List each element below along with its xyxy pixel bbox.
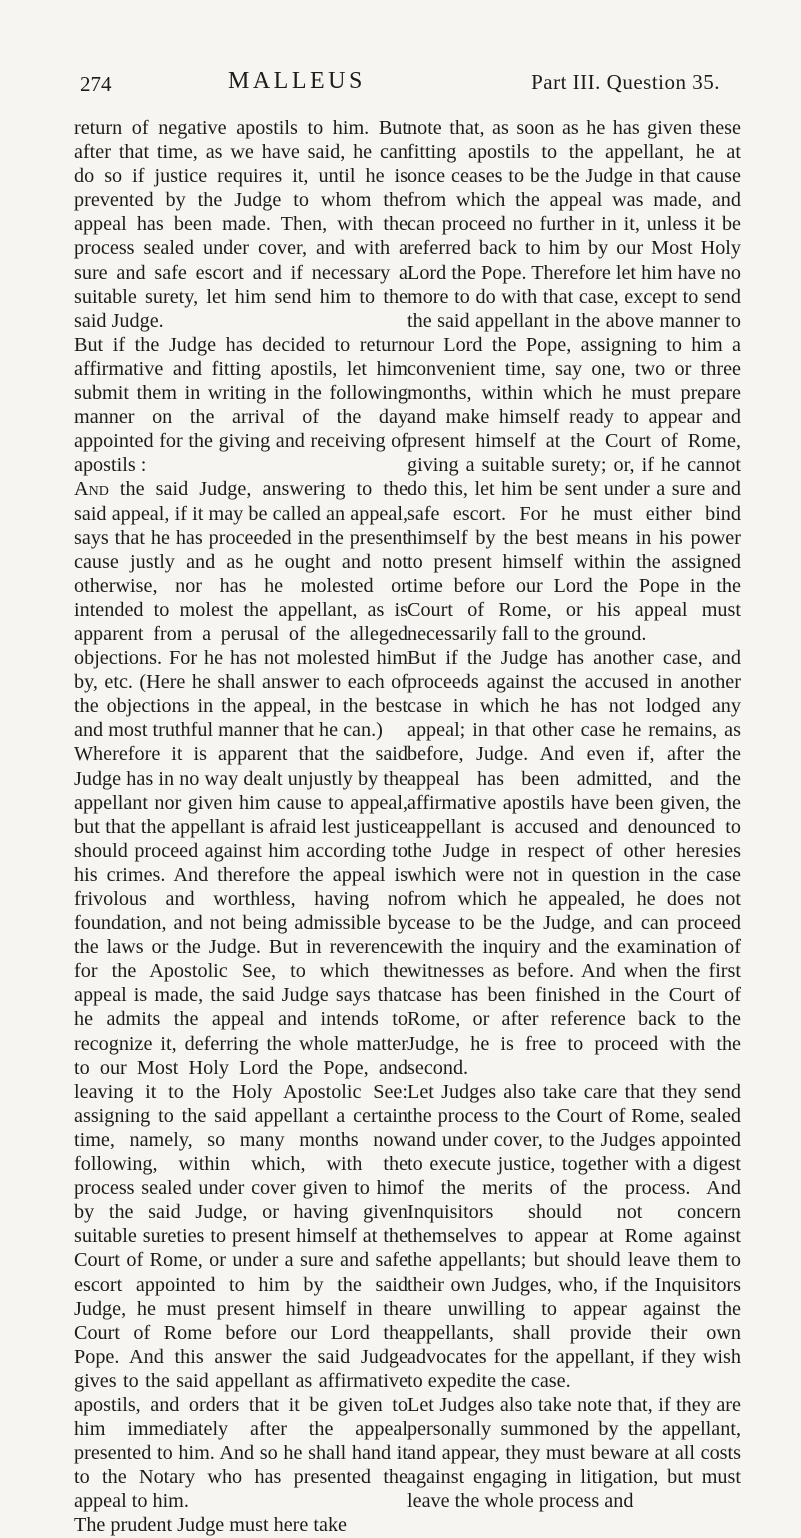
page-number: 274 <box>80 72 112 96</box>
paragraph <box>74 477 408 742</box>
left-column <box>74 116 408 1538</box>
running-title: MALLEUS <box>228 68 366 94</box>
paragraph: Let Judges also take care that they send the process to the Court of Rome, sealed and under cover, to the Judges appointed to execute justice, together with a digest of the merits of the process. And Inquisitors should not concern themselves to appear at Rome against the appellants; but should leave them to their own Judges, who, if the Inquisitors are unwilling to appear against the appellants, shall provide their own advocates for the appellant, if they wish to expedite the case. <box>407 1080 741 1392</box>
small-caps-lead: And <box>74 478 109 501</box>
right-column <box>407 116 741 1513</box>
paragraph: note that, as soon as he has given these fitting apostils to the appellant, he at once ceases to be the Judge in that cause from which the appeal was made, and can proceed no further in it, unless it be referred back to him by our Most Holy Lord the Pope. Therefore let him have no more to do with that case, except to send the said appellant in the above manner to our Lord the Pope, assigning to him a convenient time, say one, two or three months, within which he must prepare and make himself ready to appear and present himself at the Court of Rome, giving a suitable surety; or, if he cannot do this, let him be sent under a sure and safe escort. For he must either bind himself by the best means in his power to present himself within the assigned time before our Lord the Pope in the Court of Rome, or his appeal must necessarily fall to the ground. <box>407 117 741 645</box>
paragraph: But if the Judge has another case, and proceeds against the accused in another case in which he has not lodged any appeal; in that other case he remains, as before, Judge. And even if, after the appeal has been admitted, and the affirmative apostils have been given, the appellant is accused and denounced to the Judge in respect of other heresies which were not in question in the case from which he appealed, he does not cease to be the Judge, and can proceed with the inquiry and the examination of witnesses as before. And when the first case has been finished in the Court of Rome, or after reference back to the Judge, he is free to proceed with the second. <box>407 647 741 1079</box>
page-header <box>80 68 720 102</box>
paragraph: Wherefore it is apparent that the said Judge has in no way dealt unjustly by the appellant nor given him cause to appeal, but that the appellant is afraid lest justice should proceed against him according to his crimes. And therefore the appeal is frivolous and worthless, having no foundation, and not being admissible by the laws or the Judge. But in reverence for the Apostolic See, to which the appeal is made, the said Judge says that he admits the appeal and intends to recognize it, deferring the whole matter to our Most Holy Lord the Pope, and leaving it to the Holy Apostolic See: assigning to the said appellant a certain time, namely, so many months now following, within which, with the process sealed under cover given to him by the said Judge, or having given suitable sureties to present himself at the Court of Rome, or under a sure and safe escort appointed to him by the said Judge, he must present himself in the Court of Rome before our Lord the Pope. And this answer the said Judge gives to the said appellant as affirmative apostils, and orders that it be given to him immediately after the appeal presented to him. And so he shall hand it to the Notary who has presented the appeal to him. <box>74 743 408 1513</box>
paragraph: Let Judges also take note that, if they are personally summoned by the appellant, and appear, they must beware at all costs against engaging in litigation, but must leave the whole process and <box>407 1393 741 1513</box>
paragraph: return of negative apostils to him. But after that time, as we have said, he can do so if justice requires it, until he is prevented by the Judge to whom the appeal has been made. Then, with the process sealed under cover, and with a sure and safe escort and if necessary a suitable surety, let him send him to the said Judge. <box>74 117 408 332</box>
paragraph: But if the Judge has decided to return affirmative and fitting apostils, let him submit them in writing in the following manner on the arrival of the day appointed for the giving and receiving of apostils : <box>74 333 408 477</box>
paragraph-text: the said Judge, answering to the said appeal, if it may be called an appeal, says that he has proceeded in the present cause justly and as he ought and not otherwise, nor has he molested or intended to molest the appellant, as is apparent from a perusal of the alleged objections. For he has not molested him by, etc. (Here he shall answer to each of the objections in the appeal, in the best and most truthful manner that he can.) <box>74 478 408 742</box>
paragraph: The prudent Judge must here take <box>74 1514 348 1537</box>
section-reference: Part III. Question 35. <box>531 70 720 94</box>
